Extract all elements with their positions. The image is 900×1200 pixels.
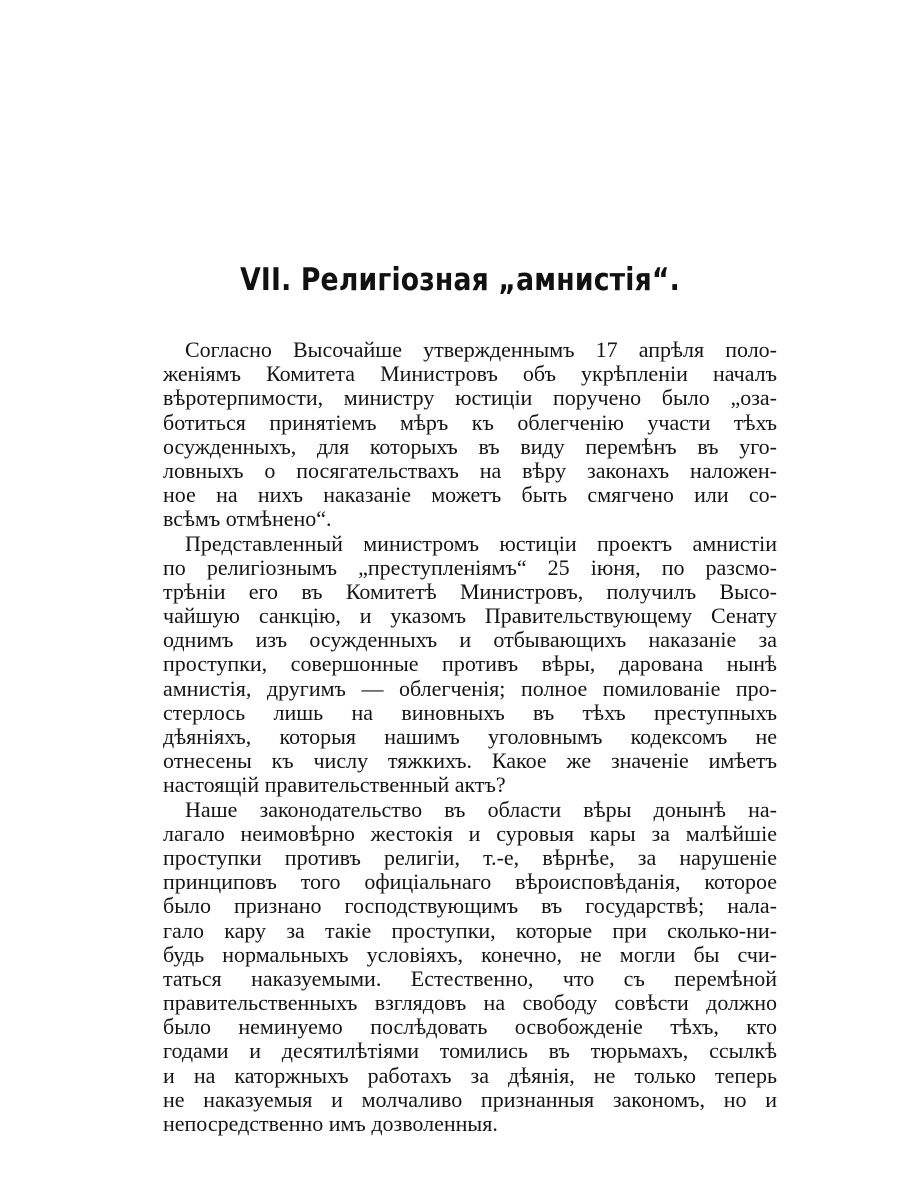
text-line: было признано господствующимъ въ государствѣ; нала- [163,894,777,919]
text-line: всѣмъ отмѣнено“. [163,507,332,532]
text-line: непосредственно имъ дозволенныя. [163,1112,498,1136]
text-line: осужденныхъ, для которыхъ въ виду перемѣнъ въ уго- [163,434,777,459]
text-line: было неминуемо послѣдовать освобожденіе тѣхъ, кто [163,1015,777,1040]
text-line: и на каторжныхъ работахъ за дѣянія, не только теперь [163,1063,777,1088]
text-line: стерлось лишь на виновныхъ въ тѣхъ преступныхъ [163,700,777,725]
text-line: проступки, совершонные противъ вѣры, дарована нынѣ [163,652,777,677]
text-line: настоящій правительственный актъ? [163,773,506,798]
text-line: амнистія, другимъ — облегченія; полное помилованіе про- [163,676,777,701]
text-line: ловныхъ о посягательствахъ на вѣру законахъ наложен- [163,458,777,483]
text-line: чайшую санкцію, и указомъ Правительствующему Сенату [163,604,777,629]
text-line: правительственныхъ взглядовъ на свободу совѣсти должно [163,991,777,1016]
text-line: Представленный министромъ юстиціи проектъ амнистіи [185,531,777,556]
text-line: Наше законодательство въ области вѣры донынѣ на- [185,797,777,822]
text-line: дѣяніяхъ, которыя нашимъ уголовнымъ кодексомъ не [163,725,777,749]
text-line: по религіознымъ „преступленіямъ“ 25 іюня, по разсмо- [163,555,777,580]
text-line: отнесены къ числу тяжкихъ. Какое же значеніе имѣетъ [163,749,777,774]
text-line: годами и десятилѣтіями томились въ тюрьмахъ, ссылкѣ [163,1039,777,1064]
chapter-body [163,338,777,1136]
text-line: однимъ изъ осужденныхъ и отбывающихъ наказаніе за [163,628,777,653]
text-line: вѣротерпимости, министру юстиціи поручено было „оза- [163,386,777,411]
text-line: гало кару за такіе проступки, которые при сколько-ни- [163,918,777,943]
text-line: ное на нихъ наказаніе можетъ быть смягчено или со- [163,483,777,508]
text-line: не наказуемыя и молчаливо признанныя закономъ, но и [163,1087,777,1112]
text-line: ботиться принятіемъ мѣръ къ облегченію участи тѣхъ [163,410,777,435]
text-line: трѣніи его въ Комитетѣ Министровъ, получилъ Высо- [163,579,777,604]
text-line: лагало неимовѣрно жестокія и суровыя кары за малѣйшіе [163,821,777,846]
paragraph [163,798,777,1137]
paragraph [163,532,777,798]
chapter-title: VII. Религіозная „амнистія“. [240,262,680,298]
text-line: таться наказуемыми. Естественно, что съ перемѣной [163,966,777,991]
text-line: будь нормальныхъ условіяхъ, конечно, не могли бы счи- [163,942,777,967]
text-line: проступки противъ религіи, т.-е, вѣрнѣе, за нарушеніе [163,845,777,870]
text-line: Согласно Высочайше утвержденнымъ 17 апрѣля поло- [185,338,777,362]
paragraph [163,338,777,532]
text-line: женіямъ Комитета Министровъ объ укрѣпленіи началъ [163,362,777,387]
text-line: принциповъ того офиціальнаго вѣроисповѣданія, которое [163,870,777,895]
